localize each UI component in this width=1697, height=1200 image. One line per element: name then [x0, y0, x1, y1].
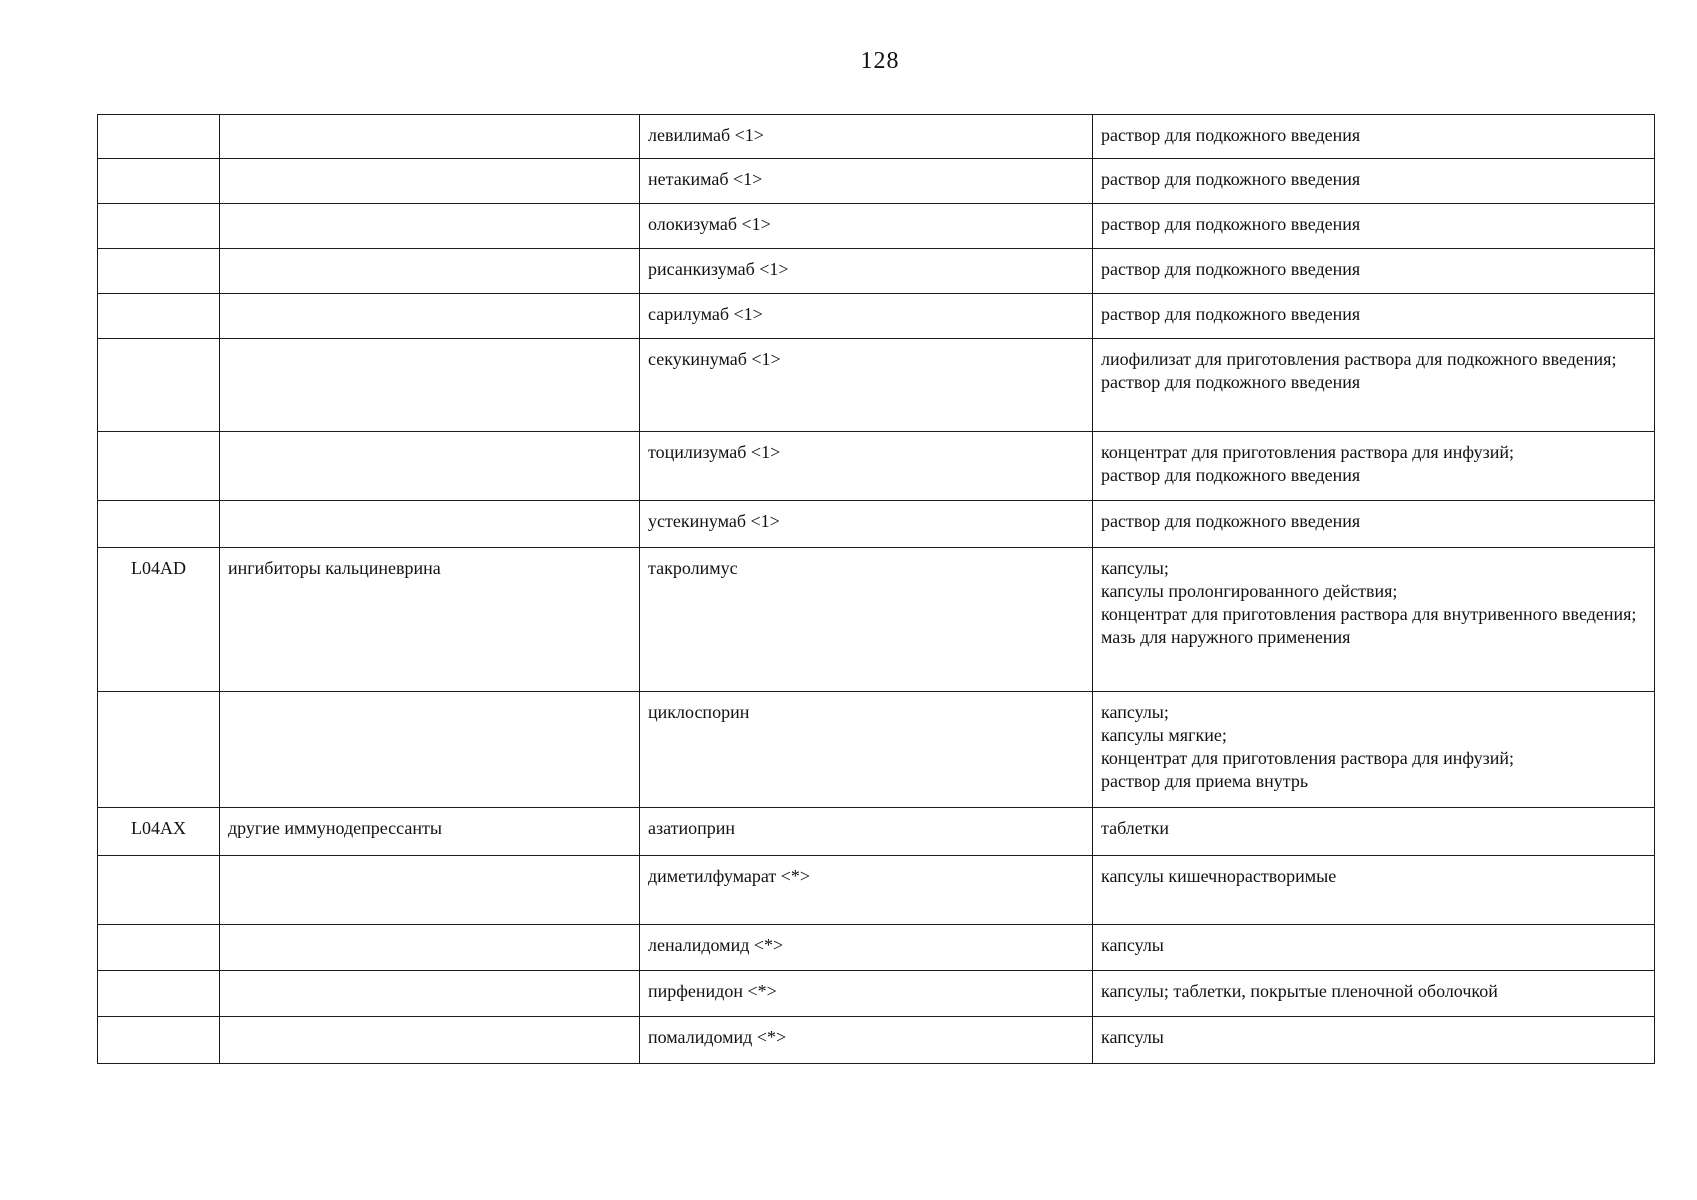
drug-name-cell: диметилфумарат <*>	[640, 856, 1093, 925]
drug-name-cell: нетакимаб <1>	[640, 159, 1093, 204]
dosage-forms-cell	[1093, 501, 1655, 548]
drug-group-cell	[220, 432, 640, 501]
dosage-forms-cell	[1093, 204, 1655, 249]
drug-name-cell: левилимаб <1>	[640, 115, 1093, 159]
drug-name-cell: олокизумаб <1>	[640, 204, 1093, 249]
drug-group-cell	[220, 115, 640, 159]
dosage-forms-cell	[1093, 925, 1655, 971]
dosage-form-line: раствор для подкожного введения	[1101, 169, 1361, 189]
dosage-form-line: капсулы кишечнорастворимые	[1101, 866, 1337, 886]
atc-code-cell	[98, 339, 220, 432]
atc-code-cell	[98, 501, 220, 548]
dosage-form-line: лиофилизат для приготовления раствора для подкожного введения;	[1101, 349, 1617, 369]
drug-group-cell	[220, 692, 640, 808]
drug-name-cell: устекинумаб <1>	[640, 501, 1093, 548]
drug-name-cell: пирфенидон <*>	[640, 971, 1093, 1017]
table-row	[98, 115, 1655, 159]
dosage-form-line: капсулы пролонгированного действия;	[1101, 581, 1398, 601]
dosage-form-line: капсулы;	[1101, 702, 1169, 722]
table-row	[98, 808, 1655, 856]
drug-name-cell: секукинумаб <1>	[640, 339, 1093, 432]
dosage-forms-cell	[1093, 249, 1655, 294]
atc-code-cell	[98, 294, 220, 339]
atc-code-cell	[98, 856, 220, 925]
dosage-forms-cell	[1093, 1017, 1655, 1064]
dosage-form-line: концентрат для приготовления раствора для внутривенного введения;	[1101, 604, 1637, 624]
drug-group-cell	[220, 159, 640, 204]
dosage-form-line: мазь для наружного применения	[1101, 627, 1351, 647]
drug-name-cell: леналидомид <*>	[640, 925, 1093, 971]
dosage-forms-cell	[1093, 808, 1655, 856]
dosage-forms-cell	[1093, 548, 1655, 692]
atc-code-cell	[98, 249, 220, 294]
drug-group-cell	[220, 204, 640, 249]
table-row	[98, 159, 1655, 204]
atc-code-cell: L04AX	[98, 808, 220, 856]
drug-group-cell	[220, 971, 640, 1017]
table-row	[98, 1017, 1655, 1064]
drug-name-cell: азатиоприн	[640, 808, 1093, 856]
drug-name-cell: рисанкизумаб <1>	[640, 249, 1093, 294]
page-number: 128	[860, 48, 900, 74]
dosage-form-line: раствор для подкожного введения	[1101, 259, 1361, 279]
dosage-forms-cell	[1093, 339, 1655, 432]
atc-code-cell	[98, 1017, 220, 1064]
drug-group-cell	[220, 501, 640, 548]
drug-group-cell	[220, 1017, 640, 1064]
atc-code-cell	[98, 432, 220, 501]
drug-group-cell	[220, 249, 640, 294]
atc-code-cell	[98, 971, 220, 1017]
drug-name-cell: сарилумаб <1>	[640, 294, 1093, 339]
dosage-forms-cell	[1093, 294, 1655, 339]
table-row	[98, 925, 1655, 971]
dosage-form-line: раствор для подкожного введения	[1101, 372, 1361, 392]
table-row	[98, 692, 1655, 808]
drug-table	[97, 114, 1655, 1064]
dosage-forms-cell	[1093, 971, 1655, 1017]
table-row	[98, 971, 1655, 1017]
dosage-form-line: раствор для приема внутрь	[1101, 771, 1309, 791]
drug-name-cell: помалидомид <*>	[640, 1017, 1093, 1064]
dosage-form-line: капсулы	[1101, 1027, 1164, 1047]
drug-name-cell: тоцилизумаб <1>	[640, 432, 1093, 501]
atc-code-cell	[98, 159, 220, 204]
dosage-forms-cell	[1093, 159, 1655, 204]
table-row	[98, 294, 1655, 339]
dosage-form-line: раствор для подкожного введения	[1101, 125, 1361, 145]
table-row	[98, 249, 1655, 294]
drug-group-cell: другие иммунодепрессанты	[220, 808, 640, 856]
dosage-form-line: капсулы мягкие;	[1101, 725, 1227, 745]
atc-code-cell	[98, 204, 220, 249]
drug-name-cell: циклоспорин	[640, 692, 1093, 808]
dosage-form-line: капсулы;	[1101, 558, 1169, 578]
table-row	[98, 339, 1655, 432]
dosage-forms-cell	[1093, 115, 1655, 159]
dosage-form-line: концентрат для приготовления раствора для инфузий;	[1101, 748, 1514, 768]
table-row	[98, 204, 1655, 249]
drug-group-cell	[220, 856, 640, 925]
dosage-form-line: раствор для подкожного введения	[1101, 465, 1361, 485]
dosage-form-line: раствор для подкожного введения	[1101, 304, 1361, 324]
drug-group-cell	[220, 925, 640, 971]
dosage-form-line: капсулы	[1101, 935, 1164, 955]
table-row	[98, 501, 1655, 548]
dosage-forms-cell	[1093, 692, 1655, 808]
dosage-form-line: раствор для подкожного введения	[1101, 511, 1361, 531]
table-row	[98, 432, 1655, 501]
drug-group-cell	[220, 294, 640, 339]
table-row	[98, 548, 1655, 692]
drug-group-cell: ингибиторы кальциневрина	[220, 548, 640, 692]
dosage-forms-cell	[1093, 432, 1655, 501]
atc-code-cell	[98, 115, 220, 159]
dosage-form-line: таблетки	[1101, 818, 1170, 838]
atc-code-cell: L04AD	[98, 548, 220, 692]
atc-code-cell	[98, 925, 220, 971]
dosage-form-line: раствор для подкожного введения	[1101, 214, 1361, 234]
dosage-form-line: концентрат для приготовления раствора для инфузий;	[1101, 442, 1514, 462]
atc-code-cell	[98, 692, 220, 808]
dosage-form-line: капсулы; таблетки, покрытые пленочной оболочкой	[1101, 981, 1498, 1001]
table-row	[98, 856, 1655, 925]
dosage-forms-cell	[1093, 856, 1655, 925]
drug-group-cell	[220, 339, 640, 432]
drug-name-cell: такролимус	[640, 548, 1093, 692]
